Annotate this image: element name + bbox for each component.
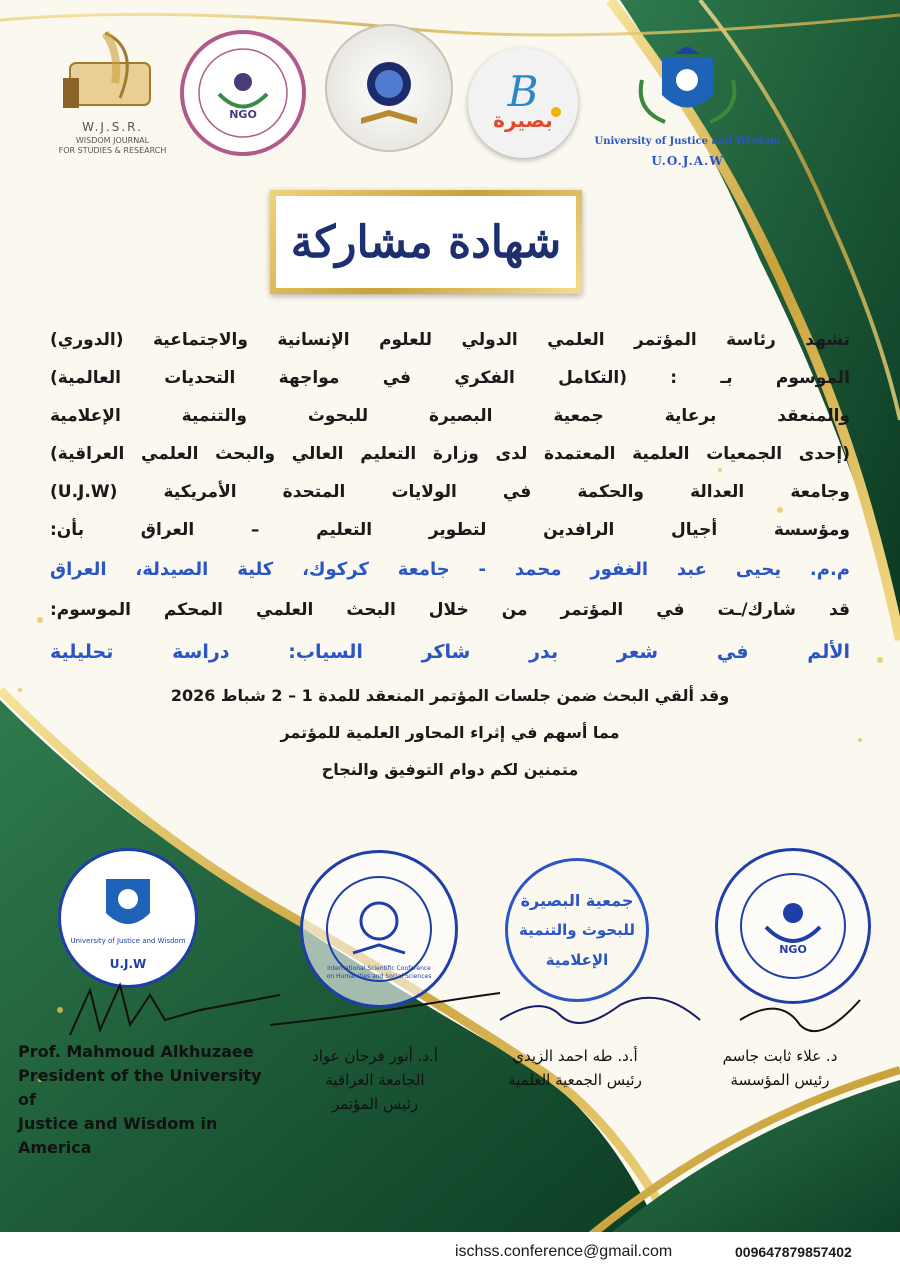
wjsr-logo <box>45 28 180 168</box>
ngo-emblem-icon <box>184 34 302 152</box>
uojaw-name: University of Justice and Wisdom <box>594 136 781 147</box>
body-line-3: والمنعقد برعاية جمعية البصيرة للبحوث والتنمية الإعلامية <box>50 406 850 426</box>
signatory-1-line-3: Justice and Wisdom in America <box>18 1114 218 1157</box>
closing-line-2: مما أسهم في إثراء المحاور العلمية للمؤتمر <box>280 723 620 742</box>
title-banner <box>270 190 582 294</box>
signatory-3 <box>490 1044 660 1092</box>
recipient-name: م.م. يحيى عبد الغفور محمد - جامعة كركوك، كلية الصيدلة، العراق <box>50 559 850 580</box>
ngo-seal-label: NGO <box>779 943 807 956</box>
basira-letter-icon <box>468 48 578 158</box>
wjsr-name2: FOR STUDIES & RESEARCH <box>58 146 167 155</box>
conference-seal-text: International Scientific Conference on Humanities and Social Sciences <box>326 965 432 980</box>
signatory-1 <box>18 1040 283 1160</box>
signatory-1-line-2: President of the University of <box>18 1066 262 1109</box>
certificate-title: شهادة مشاركة <box>290 216 562 268</box>
basira-logo <box>468 48 578 158</box>
university-shield-icon <box>590 40 785 125</box>
signatory-3-line-1: أ.د. طه احمد الزيدي <box>512 1047 638 1065</box>
basira-seal-line-1: جمعية البصيرة <box>520 891 634 910</box>
signatory-2 <box>290 1044 460 1116</box>
body-line-1: تشهد رئاسة المؤتمر العلمي الدولي للعلوم الإنسانية والاجتماعية (الدوري) <box>50 330 850 350</box>
body-line-6: ومؤسسة أجيال الرافدين لتطوير التعليم – العراق بأن: <box>50 520 850 540</box>
signatory-1-line-1: Prof. Mahmoud Alkhuzaee <box>18 1042 254 1061</box>
body-line-2: الموسوم بـ : (التكامل الفكري في مواجهة التحديات العالمية) <box>50 368 850 388</box>
ujw-seal-name: University of Justice and Wisdom <box>70 937 186 945</box>
ngo-label: NGO <box>229 108 257 121</box>
uojaw-abbr: U.O.J.A.W <box>651 154 724 168</box>
signatory-2-line-2: الجامعة العراقية <box>325 1071 425 1089</box>
basira-seal-line-2: للبحوث والتنمية <box>518 921 635 939</box>
paper-title: الألم في شعر بدر شاكر السياب: دراسة تحليلية <box>50 641 850 663</box>
ujw-seal-abbr: U.J.W <box>109 957 147 971</box>
signatory-3-line-2: رئيس الجمعية العلمية <box>508 1071 642 1089</box>
ujw-seal <box>58 848 198 988</box>
signatory-2-line-1: أ.د. أنور فرحان عواد <box>312 1047 438 1065</box>
contact-phone: 009647879857402 <box>735 1244 852 1260</box>
brain-book-icon <box>327 26 451 150</box>
uojaw-logo <box>590 40 785 170</box>
body-line-4: (إحدى الجمعيات العلمية المعتمدة لدى وزارة التعليم العالي والبحث العلمي العراقية) <box>50 444 850 464</box>
signatory-4-line-1: د. علاء ثابت جاسم <box>722 1047 838 1065</box>
quill-scroll-icon <box>45 28 180 118</box>
signatory-2-line-3: رئيس المؤتمر <box>331 1095 419 1113</box>
signatory-4-line-2: رئيس المؤسسة <box>730 1071 830 1089</box>
contact-email[interactable]: ischss.conference@gmail.com <box>455 1243 673 1260</box>
conference-logo <box>325 24 453 152</box>
participation-line: قد شارك/ـت في المؤتمر من خلال البحث العلمي المحكم الموسوم: <box>50 600 850 620</box>
basira-text: بصيرة <box>493 108 553 132</box>
closing-line-1: وقد ألقي البحث ضمن جلسات المؤتمر المنعقد للمدة 1 – 2 شباط 2026 <box>170 686 730 705</box>
ngo-logo <box>180 30 306 156</box>
body-line-5: وجامعة العدالة والحكمة في الولايات المتحدة الأمريكية (U.J.W) <box>50 482 850 502</box>
wjsr-name: WISDOM JOURNAL <box>75 136 150 145</box>
signatory-4 <box>695 1044 865 1092</box>
closing-line-3: متمنين لكم دوام التوفيق والنجاح <box>321 760 579 779</box>
svg-text:B: B <box>507 67 539 116</box>
wjsr-abbr: W.J.S.R. <box>82 120 143 134</box>
basira-seal-line-3: الإعلامية <box>545 951 609 969</box>
